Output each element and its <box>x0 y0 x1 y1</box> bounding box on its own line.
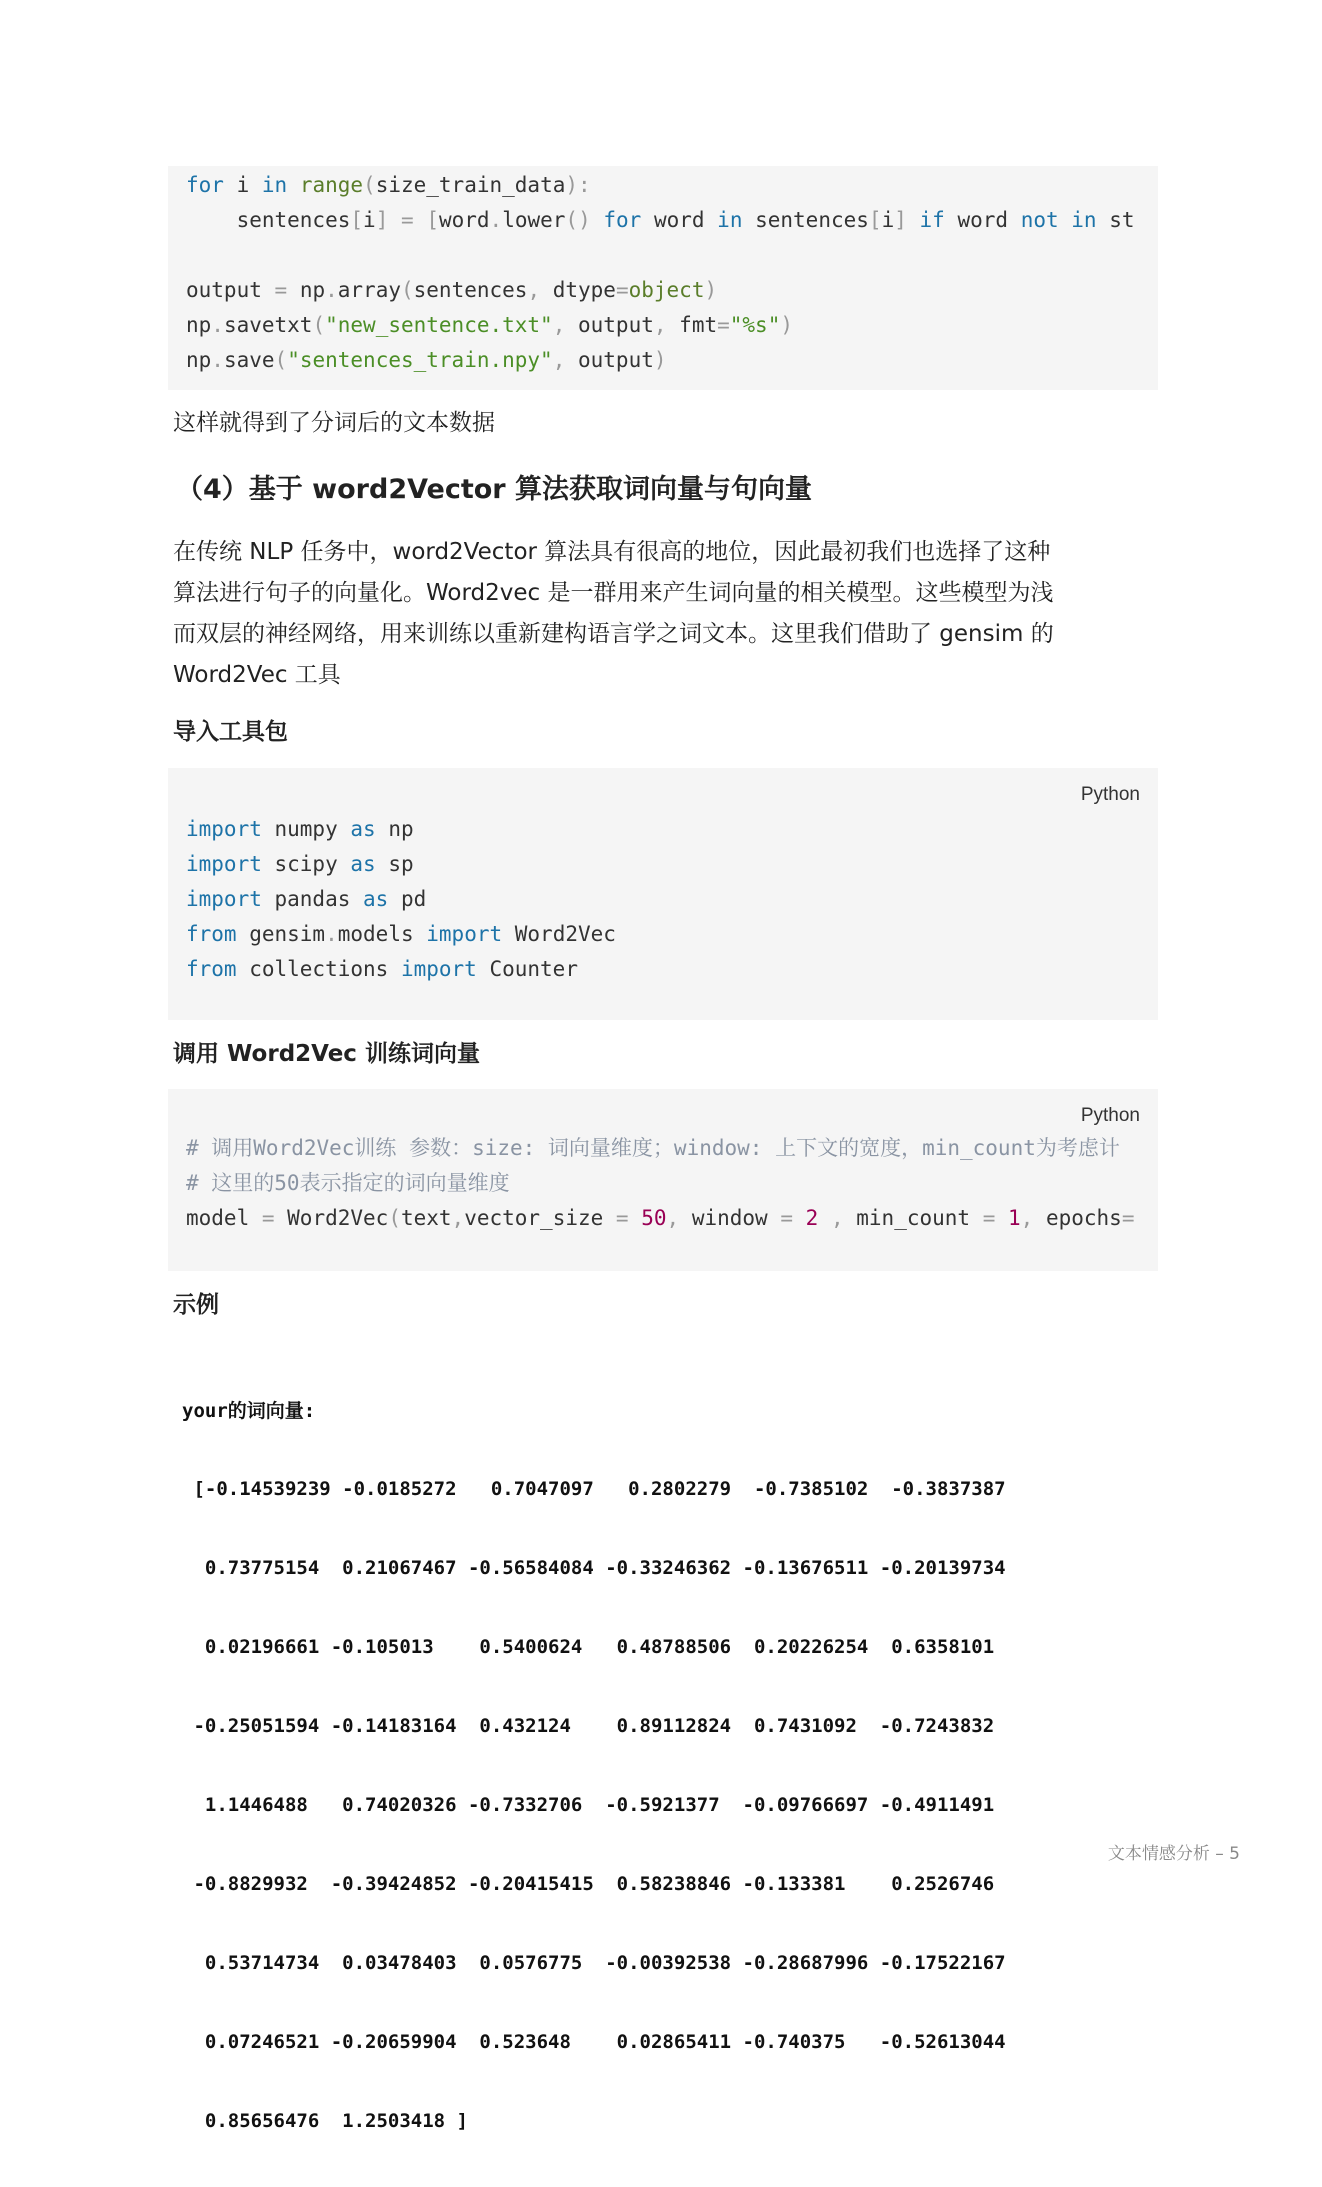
code-token: ) <box>780 313 793 337</box>
code-token: [ <box>868 208 882 232</box>
code-line <box>186 273 1135 308</box>
code-token: output <box>565 313 654 337</box>
code-token: in <box>1071 208 1097 232</box>
code-line <box>186 917 616 952</box>
code-token <box>388 208 401 232</box>
code-token: Counter <box>476 957 578 981</box>
code-token: , <box>666 1206 680 1230</box>
code-token: = <box>1121 1206 1135 1230</box>
code-token: () <box>565 208 591 232</box>
page-footer: 文本情感分析 – 5 <box>1107 1844 1240 1864</box>
code-token: # 调用Word2Vec训练 参数：size: 词向量维度；window: 上下文的宽度，min_count为考虑计 <box>186 1136 1120 1160</box>
code-token: , <box>552 313 566 337</box>
code-token: # 这里的50表示指定的词向量维度 <box>186 1171 510 1195</box>
code-token: np <box>186 348 212 372</box>
code-token <box>591 208 604 232</box>
code-line <box>186 1201 1135 1236</box>
code-token: sentences <box>186 208 351 232</box>
example-output <box>182 1345 1006 2187</box>
code-line <box>186 203 1135 238</box>
code-token: = <box>615 1206 629 1230</box>
code-token: ( <box>400 278 414 302</box>
code-token: from <box>186 957 237 981</box>
code-token: in <box>261 173 288 197</box>
subheading-train: 调用 Word2Vec 训练词向量 <box>173 1041 480 1067</box>
code-token <box>1059 208 1072 232</box>
intro-line: 而双层的神经网络，用来训练以重新建构语言学之词文本。这里我们借助了 gensim 的 <box>173 621 1054 647</box>
code-token: size_train_data <box>375 173 566 197</box>
code-token: = <box>780 1206 793 1230</box>
code-token: range <box>299 173 364 197</box>
subheading-example: 示例 <box>173 1292 219 1318</box>
code-token: dtype <box>540 278 616 302</box>
code-token: lower <box>502 208 566 232</box>
code-token: = <box>261 1206 275 1230</box>
output-line: 0.07246521 -0.20659904 0.523648 0.02865411 -0.740375 -0.52613044 <box>182 2030 1006 2053</box>
code-token: as <box>350 817 376 841</box>
code-line <box>186 168 1135 203</box>
code-token <box>793 1206 806 1230</box>
code-token: numpy <box>261 817 351 841</box>
code-token: sentences <box>742 208 869 232</box>
code-token: in <box>717 208 743 232</box>
code-token: 1 <box>1008 1206 1021 1230</box>
code-token: pandas <box>261 887 364 911</box>
code-token: . <box>211 348 224 372</box>
code-token: , <box>527 278 541 302</box>
code-token: collections <box>236 957 401 981</box>
output-line: [-0.14539239 -0.0185272 0.7047097 0.2802279 -0.7385102 -0.3837387 <box>182 1478 1006 1501</box>
code-token: . <box>325 278 338 302</box>
code-token: epochs <box>1033 1206 1122 1230</box>
code-token: import <box>400 957 477 981</box>
code-token: ) <box>704 278 718 302</box>
code-token: = <box>982 1206 996 1230</box>
code-token <box>287 173 300 197</box>
code-token: "sentences_train.npy" <box>287 348 553 372</box>
code-token: = <box>615 278 629 302</box>
code-line <box>186 308 1135 343</box>
code-token: . <box>211 313 224 337</box>
code-token: scipy <box>261 852 351 876</box>
intro-line: 在传统 NLP 任务中，word2Vector 算法具有很高的地位，因此最初我们也选择了这种 <box>173 539 1051 565</box>
code-token: , <box>451 1206 465 1230</box>
code-line <box>186 343 1135 378</box>
code-token: ) <box>565 173 579 197</box>
code-block-sentence-processing <box>168 166 1158 390</box>
code-token: , <box>653 313 667 337</box>
code-token: as <box>363 887 389 911</box>
code-token: not <box>1020 208 1059 232</box>
code-token: , <box>830 1206 844 1230</box>
code-token: as <box>350 852 376 876</box>
output-line: 0.53714734 0.03478403 0.0576775 -0.00392538 -0.28687996 -0.17522167 <box>182 1951 1006 1974</box>
code-token: np <box>186 313 212 337</box>
code-token: . <box>489 208 503 232</box>
code-token: sentences <box>413 278 528 302</box>
code-token: ( <box>312 313 326 337</box>
intro-paragraph <box>173 532 1153 696</box>
code-token: = <box>401 208 414 232</box>
code-lines <box>186 812 616 987</box>
intro-line: 算法进行句子的向量化。Word2vec 是一群用来产生词向量的相关模型。这些模型为浅 <box>173 580 1054 606</box>
code-token: [ <box>426 208 439 232</box>
code-token: object <box>628 278 705 302</box>
code-token: output <box>565 348 654 372</box>
code-token: , <box>1020 1206 1034 1230</box>
code-token: ] <box>894 208 907 232</box>
output-line: 0.02196661 -0.105013 0.5400624 0.48788506 0.20226254 0.6358101 <box>182 1636 995 1659</box>
code-token: fmt <box>666 313 718 337</box>
code-token: text <box>400 1206 452 1230</box>
code-line <box>186 847 616 882</box>
code-token: array <box>337 278 401 302</box>
output-line: 0.85656476 1.2503418 ] <box>182 2109 468 2132</box>
code-token: : <box>578 173 591 197</box>
code-token: "new_sentence.txt" <box>325 313 553 337</box>
section-heading: （4）基于 word2Vector 算法获取词向量与句向量 <box>176 474 813 505</box>
code-token: 2 <box>805 1206 819 1230</box>
code-token: output <box>186 278 275 302</box>
output-line: -0.25051594 -0.14183164 0.432124 0.89112824 0.7431092 -0.7243832 <box>182 1715 995 1738</box>
code-token: import <box>186 887 262 911</box>
code-token: ) <box>653 348 667 372</box>
code-token: import <box>186 852 262 876</box>
code-token: , <box>552 348 566 372</box>
output-line: your的词向量: <box>182 1399 316 1422</box>
output-line: 1.1446488 0.74020326 -0.7332706 -0.5921377 -0.09766697 -0.4911491 <box>182 1794 995 1817</box>
code-token: pd <box>388 887 427 911</box>
code-token: window <box>679 1206 781 1230</box>
code-token <box>818 1206 831 1230</box>
code-line <box>186 812 616 847</box>
code-token: . <box>325 922 338 946</box>
code-token: savetxt <box>223 313 313 337</box>
subheading-import: 导入工具包 <box>173 719 288 745</box>
code-block-imports <box>168 768 1158 1020</box>
code-block-train <box>168 1089 1158 1271</box>
code-line <box>186 952 616 987</box>
code-token: sp <box>375 852 414 876</box>
code-token: Word2Vec <box>274 1206 389 1230</box>
code-token: Word2Vec <box>502 922 616 946</box>
code-token: word <box>641 208 718 232</box>
code-token <box>629 1206 642 1230</box>
code-token: np <box>375 817 414 841</box>
code-token: import <box>186 817 262 841</box>
code-token: = <box>717 313 730 337</box>
code-token <box>414 208 427 232</box>
paragraph-result: 这样就得到了分词后的文本数据 <box>173 410 495 436</box>
code-token: i <box>223 173 262 197</box>
code-token: ( <box>363 173 376 197</box>
code-token: save <box>223 348 275 372</box>
code-token: for <box>603 208 642 232</box>
code-token <box>995 1206 1008 1230</box>
code-token: word <box>438 208 490 232</box>
code-token: ] <box>375 208 389 232</box>
output-line: 0.73775154 0.21067467 -0.56584084 -0.33246362 -0.13676511 -0.20139734 <box>182 1557 1006 1580</box>
code-token: np <box>287 278 326 302</box>
code-token: ( <box>388 1206 401 1230</box>
intro-line: Word2Vec 工具 <box>173 662 341 688</box>
code-line <box>186 1166 1135 1201</box>
code-token: st <box>1096 208 1135 232</box>
code-token: [ <box>350 208 364 232</box>
code-token: i <box>363 208 376 232</box>
code-line <box>186 238 1135 273</box>
code-lines <box>186 1131 1135 1236</box>
code-line <box>186 1131 1135 1166</box>
code-language-label: Python <box>1080 1105 1140 1126</box>
code-token: word <box>944 208 1021 232</box>
code-token: min_count <box>843 1206 983 1230</box>
code-token: 50 <box>641 1206 667 1230</box>
code-token: import <box>426 922 503 946</box>
code-token: from <box>186 922 237 946</box>
code-line <box>186 882 616 917</box>
code-token: for <box>186 173 224 197</box>
output-line: -0.8829932 -0.39424852 -0.20415415 0.58238846 -0.133381 0.2526746 <box>182 1872 995 1895</box>
code-language-label: Python <box>1080 784 1140 805</box>
code-token: = <box>274 278 288 302</box>
code-token: i <box>881 208 895 232</box>
code-token: vector_size <box>464 1206 616 1230</box>
code-token <box>907 208 920 232</box>
code-lines <box>186 168 1135 378</box>
code-token: gensim <box>236 922 326 946</box>
code-token: ( <box>274 348 288 372</box>
code-token: "%s" <box>729 313 781 337</box>
code-token: models <box>337 922 427 946</box>
code-token: model <box>186 1206 262 1230</box>
code-token: if <box>919 208 945 232</box>
